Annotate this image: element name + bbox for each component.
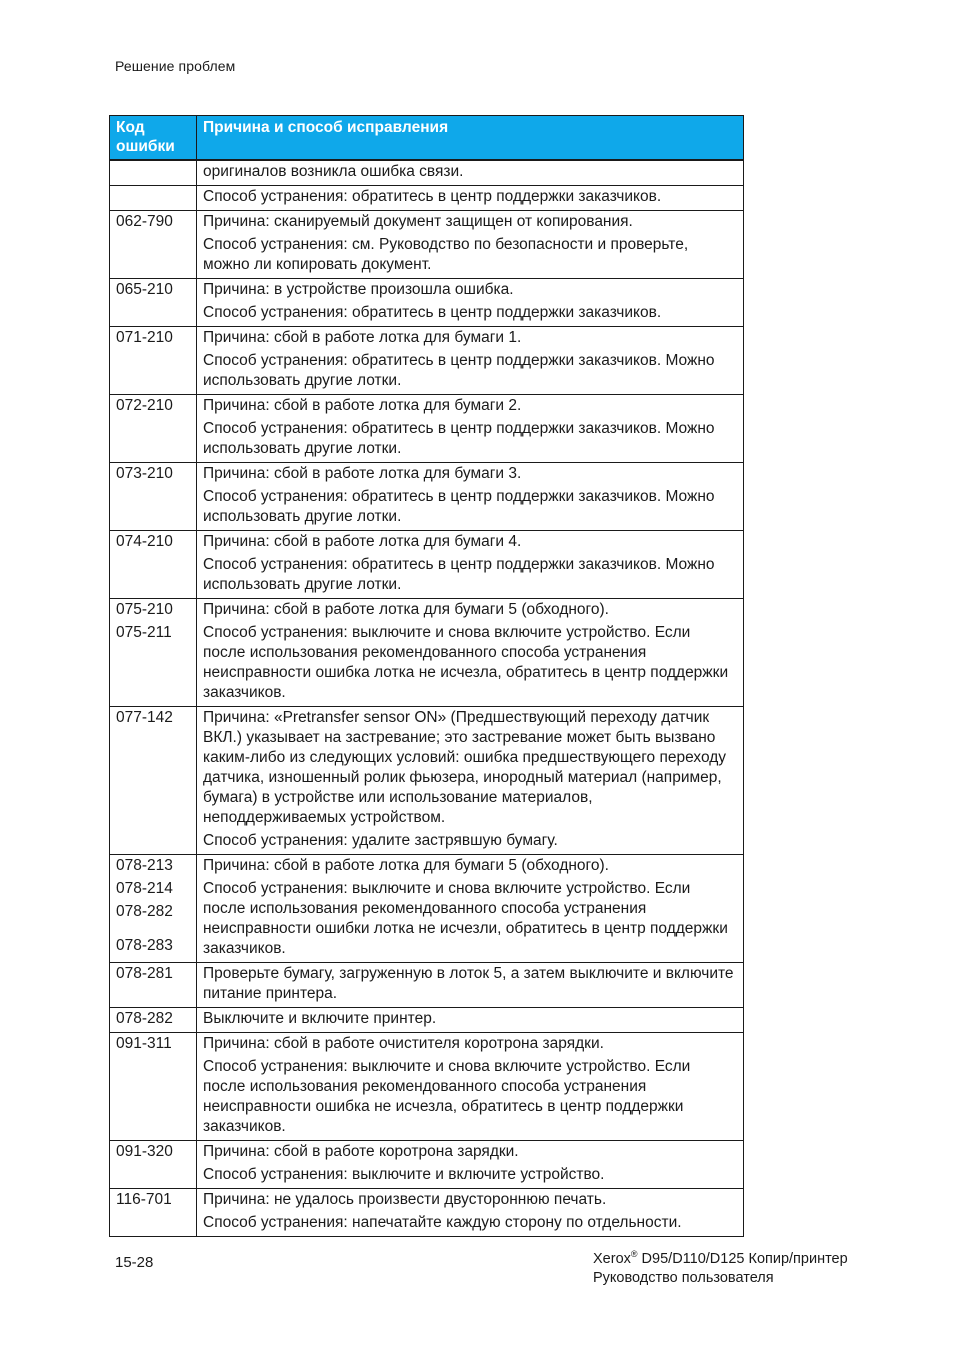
- table-row: [110, 1189, 744, 1237]
- cause-solution-cell: [197, 599, 744, 707]
- cause-solution-text: Способ устранения: обратитесь в центр поддержки заказчиков. Можно использовать другие лотки.: [203, 420, 715, 457]
- table-row: [110, 1008, 744, 1033]
- cause-solution-cell: [197, 707, 744, 855]
- error-code: 078-214: [116, 880, 173, 897]
- error-code-cell: [110, 1033, 197, 1141]
- error-code: 074-210: [116, 533, 173, 550]
- cause-solution-text: Причина: сбой в работе лотка для бумаги 3.: [203, 465, 522, 482]
- cause-solution-text: Причина: сканируемый документ защищен от копирования.: [203, 213, 633, 230]
- error-code-cell: [110, 599, 197, 707]
- table-body: [110, 160, 744, 1237]
- cause-solution-text: Способ устранения: удалите застрявшую бумагу.: [203, 832, 558, 849]
- error-code-cell: [110, 279, 197, 327]
- cause-solution-text: Причина: сбой в работе лотка для бумаги 5 (обходного).: [203, 857, 609, 874]
- running-header: Решение проблем: [115, 58, 236, 74]
- error-code: 078-282: [116, 903, 173, 920]
- cause-solution-cell: [197, 855, 744, 963]
- cause-solution-text: Способ устранения: выключите и снова включите устройство. Если после использования рекомендованного способа устранения неисправности ошибки лотка не исчезли, обратитесь в центр поддержки заказчиков.: [203, 880, 728, 957]
- error-code-cell: [110, 1189, 197, 1237]
- error-code-table: [109, 115, 744, 1237]
- cause-solution-text: Причина: сбой в работе лотка для бумаги 5 (обходного).: [203, 601, 609, 618]
- error-code: 072-210: [116, 397, 173, 414]
- error-code-cell: [110, 463, 197, 531]
- cause-solution-cell: [197, 160, 744, 186]
- cause-solution-text: Причина: «Pretransfer sensor ON» (Предшествующий переходу датчик ВКЛ.) указывает на застревание; это застревание может быть вызвано каким-либо из следующих условий: ошибка предшествующего переходу датчика, изношенный ролик фьюзера, инородный материал (например, бумага) в устройстве или использование материалов, неподдерживаемых устройством.: [203, 709, 727, 826]
- error-code: 091-311: [116, 1035, 172, 1052]
- cause-solution-text: Причина: сбой в работе очистителя коротрона зарядки.: [203, 1035, 604, 1052]
- cause-solution-cell: [197, 211, 744, 279]
- product-name: D95/D110/D125 Копир/принтер: [637, 1251, 848, 1267]
- error-code: 091-320: [116, 1143, 173, 1160]
- cause-solution-text: Выключите и включите принтер.: [203, 1010, 437, 1027]
- cause-solution-text: Способ устранения: обратитесь в центр поддержки заказчиков.: [203, 304, 662, 321]
- error-code-cell: [110, 1141, 197, 1189]
- cause-solution-text: Способ устранения: выключите и включите устройство.: [203, 1166, 605, 1183]
- error-code: 075-211: [116, 624, 172, 641]
- cause-solution-text: Причина: сбой в работе коротрона зарядки.: [203, 1143, 519, 1160]
- error-code: 075-210: [116, 601, 173, 618]
- cause-solution-text: Способ устранения: обратитесь в центр поддержки заказчиков. Можно использовать другие лотки.: [203, 352, 715, 389]
- table-row: [110, 599, 744, 707]
- column-header-cause: Причина и способ исправления: [197, 116, 744, 161]
- cause-solution-text: Причина: сбой в работе лотка для бумаги 4.: [203, 533, 522, 550]
- cause-solution-cell: [197, 1033, 744, 1141]
- cause-solution-cell: [197, 463, 744, 531]
- cause-solution-text: Проверьте бумагу, загруженную в лоток 5, а затем выключите и включите питание принтера.: [203, 965, 734, 1002]
- table-row: [110, 279, 744, 327]
- guide-title: Руководство пользователя: [593, 1270, 774, 1286]
- cause-solution-text: Способ устранения: обратитесь в центр поддержки заказчиков. Можно использовать другие лотки.: [203, 488, 715, 525]
- table-row: [110, 1033, 744, 1141]
- table-header-row: [110, 116, 744, 161]
- page-number: 15-28: [115, 1254, 154, 1271]
- error-code: 071-210: [116, 329, 173, 346]
- error-code: 078-213: [116, 857, 173, 874]
- cause-solution-cell: [197, 186, 744, 211]
- error-code: 078-283: [116, 937, 173, 954]
- registered-mark: ®: [630, 1249, 638, 1259]
- cause-solution-text: оригиналов возникла ошибка связи.: [203, 163, 464, 180]
- error-code-cell: [110, 855, 197, 963]
- cause-solution-cell: [197, 531, 744, 599]
- error-code-cell: [110, 531, 197, 599]
- cause-solution-text: Причина: в устройстве произошла ошибка.: [203, 281, 514, 298]
- cause-solution-text: Способ устранения: выключите и снова включите устройство. Если после использования рекомендованного способа устранения неисправности ошибка не исчезла, обратитесь в центр поддержки заказчиков.: [203, 1058, 691, 1135]
- error-code: 073-210: [116, 465, 173, 482]
- cause-solution-text: Причина: сбой в работе лотка для бумаги 2.: [203, 397, 522, 414]
- table-row: [110, 707, 744, 855]
- error-code-cell: [110, 160, 197, 186]
- error-code: 065-210: [116, 281, 173, 298]
- cause-solution-text: Способ устранения: см. Руководство по безопасности и проверьте, можно ли копировать документ.: [203, 236, 689, 273]
- table-row: [110, 395, 744, 463]
- table-row: [110, 211, 744, 279]
- cause-solution-text: Причина: сбой в работе лотка для бумаги 1.: [203, 329, 522, 346]
- error-code-cell: [110, 1008, 197, 1033]
- cause-solution-cell: [197, 963, 744, 1008]
- cause-solution-cell: [197, 279, 744, 327]
- table-row: [110, 463, 744, 531]
- brand-name: Xerox: [593, 1251, 631, 1267]
- footer-product-info: [593, 1245, 848, 1288]
- cause-solution-text: Способ устранения: напечатайте каждую сторону по отдельности.: [203, 1214, 682, 1231]
- table-row: [110, 855, 744, 963]
- cause-solution-text: Способ устранения: обратитесь в центр поддержки заказчиков. Можно использовать другие лотки.: [203, 556, 715, 593]
- error-code-cell: [110, 707, 197, 855]
- error-code: 078-282: [116, 1010, 173, 1027]
- table-row: [110, 531, 744, 599]
- table-row: [110, 963, 744, 1008]
- cause-solution-text: Способ устранения: выключите и снова включите устройство. Если после использования рекомендованного способа устранения неисправности ошибка лотка не исчезла, обратитесь в центр поддержки заказчиков.: [203, 624, 729, 701]
- cause-solution-cell: [197, 1008, 744, 1033]
- table-row: [110, 186, 744, 211]
- cause-solution-text: Способ устранения: обратитесь в центр поддержки заказчиков.: [203, 188, 662, 205]
- error-code-cell: [110, 211, 197, 279]
- error-code-cell: [110, 327, 197, 395]
- cause-solution-text: Причина: не удалось произвести двустороннюю печать.: [203, 1191, 607, 1208]
- error-code: 078-281: [116, 965, 173, 982]
- error-code: 077-142: [116, 709, 173, 726]
- table-row: [110, 327, 744, 395]
- cause-solution-cell: [197, 395, 744, 463]
- error-code-cell: [110, 186, 197, 211]
- table-row: [110, 1141, 744, 1189]
- cause-solution-cell: [197, 1189, 744, 1237]
- cause-solution-cell: [197, 327, 744, 395]
- error-code-cell: [110, 395, 197, 463]
- error-code: 062-790: [116, 213, 173, 230]
- table-row: [110, 160, 744, 186]
- error-code: 116-701: [116, 1191, 172, 1208]
- error-code-cell: [110, 963, 197, 1008]
- footer-product-line: [593, 1245, 848, 1269]
- column-header-code: Код ошибки: [110, 116, 197, 161]
- cause-solution-cell: [197, 1141, 744, 1189]
